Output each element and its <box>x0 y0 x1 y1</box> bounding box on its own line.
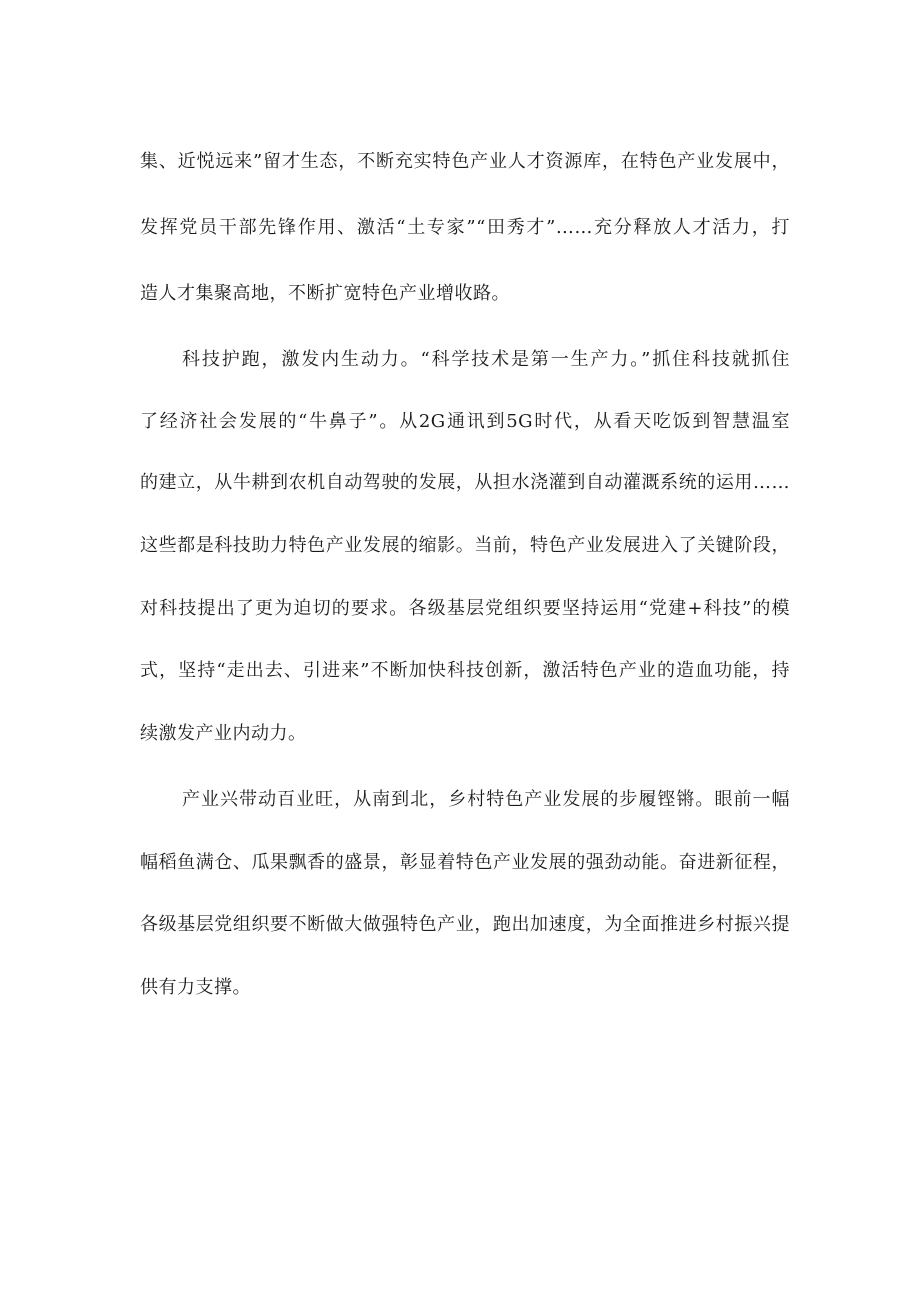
paragraph-2-line-6: 式，坚持“走出去、引进来”不断加快科技创新，激活特色产业的造血功能，持 <box>140 660 790 681</box>
paragraph-3-line-2: 幅稻鱼满仓、瓜果飘香的盛景，彰显着特色产业发展的强劲动能。奋进新征程， <box>140 852 790 873</box>
paragraph-2-line-1: 科技护跑，激发内生动力。“科学技术是第一生产力。”抓住科技就抓住 <box>182 349 790 370</box>
paragraph-2-line-5: 对科技提出了更为迫切的要求。各级基层党组织要坚持运用“党建+科技”的模 <box>140 598 790 619</box>
paragraph-2-line-3: 的建立，从牛耕到农机自动驾驶的发展，从担水浇灌到自动灌溉系统的运用…… <box>140 472 790 493</box>
paragraph-3-line-1: 产业兴带动百业旺，从南到北，乡村特色产业发展的步履铿锵。眼前一幅 <box>182 789 790 810</box>
paragraph-1-line-2: 发挥党员干部先锋作用、激活“土专家”“田秀才”……充分释放人才活力，打 <box>140 217 790 238</box>
paragraph-2-line-2: 了经济社会发展的“牛鼻子”。从2G通讯到5G时代，从看天吃饭到智慧温室 <box>140 411 790 432</box>
paragraph-3-line-3: 各级基层党组织要不断做大做强特色产业，跑出加速度，为全面推进乡村振兴提 <box>140 914 790 935</box>
paragraph-1-line-1: 集、近悦远来”留才生态，不断充实特色产业人才资源库，在特色产业发展中， <box>140 151 790 172</box>
paragraph-3-line-4: 供有力支撑。 <box>140 977 251 998</box>
paragraph-2-line-7: 续激发产业内动力。 <box>140 723 307 744</box>
paragraph-2-line-4: 这些都是科技助力特色产业发展的缩影。当前，特色产业发展进入了关键阶段， <box>140 535 790 556</box>
paragraph-1-line-3: 造人才集聚高地，不断扩宽特色产业增收路。 <box>140 283 510 304</box>
